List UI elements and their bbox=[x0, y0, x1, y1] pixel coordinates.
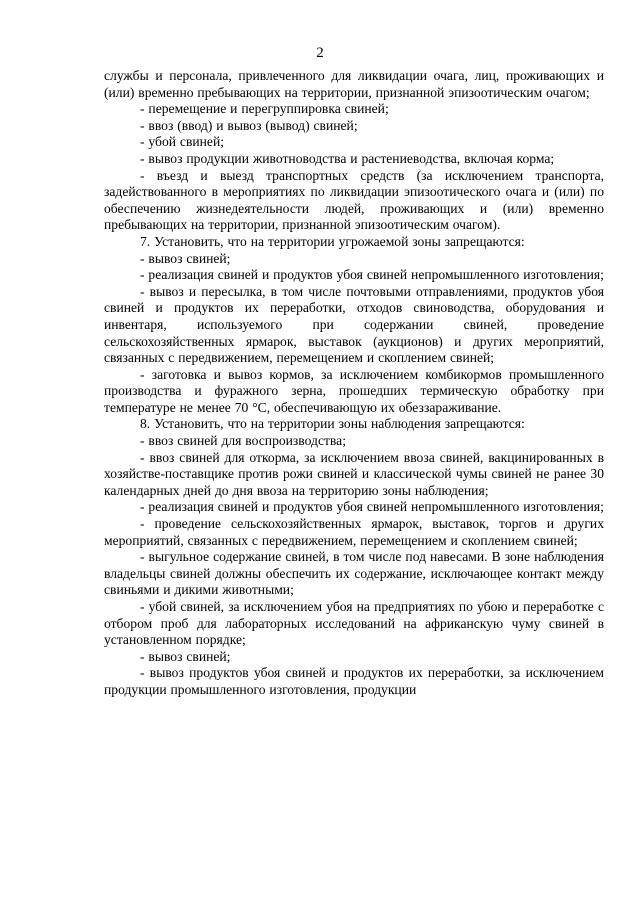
list-item: - перемещение и перегруппировка свиней; bbox=[140, 101, 389, 117]
section-heading-7: 7. Установить, что на территории угрожаемой зоны запрещаются: bbox=[140, 233, 525, 249]
list-item: - убой свиней, за исключением убоя на предприятиях по убою и переработке с отбором проб для лабораторных исследований на африканскую чуму свиней в установленном порядке; bbox=[104, 599, 604, 648]
list-item: - ввоз свиней для откорма, за исключением ввоза свиней, вакцинированных в хозяйстве-поставщике против рожи свиней и классической чумы свиней не ранее 30 календарных дней до дня ввоза на территорию зоны наблюдения; bbox=[104, 449, 604, 498]
list-item: - вывоз свиней; bbox=[140, 648, 231, 664]
list-item: - ввоз свиней для воспроизводства; bbox=[140, 433, 346, 449]
page-number: 2 bbox=[316, 45, 324, 61]
list-item: - вывоз продуктов убоя свиней и продуктов их переработки, за исключением продукции промышленного изготовления, продукции bbox=[104, 665, 604, 697]
list-item: - вывоз и пересылка, в том числе почтовыми отправлениями, продуктов убоя свиней и продуктов их переработки, отходов свиноводства, оборудования и инвентаря, используемого при содержании свиней, проведение сельскохозяйственных ярмарок, выставок (аукционов) и других мероприятий, связанных с передвижением, перемещением и скоплением свиней; bbox=[104, 283, 604, 366]
list-item: - въезд и выезд транспортных средств (за исключением транспорта, задействованного в мероприятиях по ликвидации эпизоотического очага и (или) по обеспечению жизнедеятельности людей, проживающих и (или) временно пребывающих на территории, признанной эпизоотическим очагом). bbox=[104, 167, 604, 233]
list-item: - проведение сельскохозяйственных ярмарок, выставок, торгов и других мероприятий, связанных с передвижением, перемещением и скоплением свиней; bbox=[104, 516, 604, 548]
list-item: - вывоз свиней; bbox=[140, 250, 231, 266]
document-body bbox=[104, 68, 604, 699]
list-item: - убой свиней; bbox=[140, 134, 225, 150]
list-item: - ввоз (ввод) и вывоз (вывод) свиней; bbox=[140, 117, 358, 133]
list-item: - выгульное содержание свиней, в том числе под навесами. В зоне наблюдения владельцы свиней должны обеспечить их содержание, исключающее контакт между свиньями и дикими животными; bbox=[104, 549, 604, 598]
paragraph: службы и персонала, привлеченного для ликвидации очага, лиц, проживающих и (или) временно пребывающих на территории, признанной эпизоотическим очагом; bbox=[104, 68, 604, 100]
list-item: - реализация свиней и продуктов убоя свиней непромышленного изготовления; bbox=[140, 499, 604, 515]
list-item: - реализация свиней и продуктов убоя свиней непромышленного изготовления; bbox=[140, 267, 604, 283]
section-heading-8: 8. Установить, что на территории зоны наблюдения запрещаются: bbox=[140, 416, 525, 432]
list-item: - заготовка и вывоз кормов, за исключением комбикормов промышленного производства и фуражного зерна, прошедших термическую обработку при температуре не менее 70 °С, обеспечивающую их обеззараживание. bbox=[104, 366, 604, 415]
list-item: - вывоз продукции животноводства и растениеводства, включая корма; bbox=[140, 150, 555, 166]
